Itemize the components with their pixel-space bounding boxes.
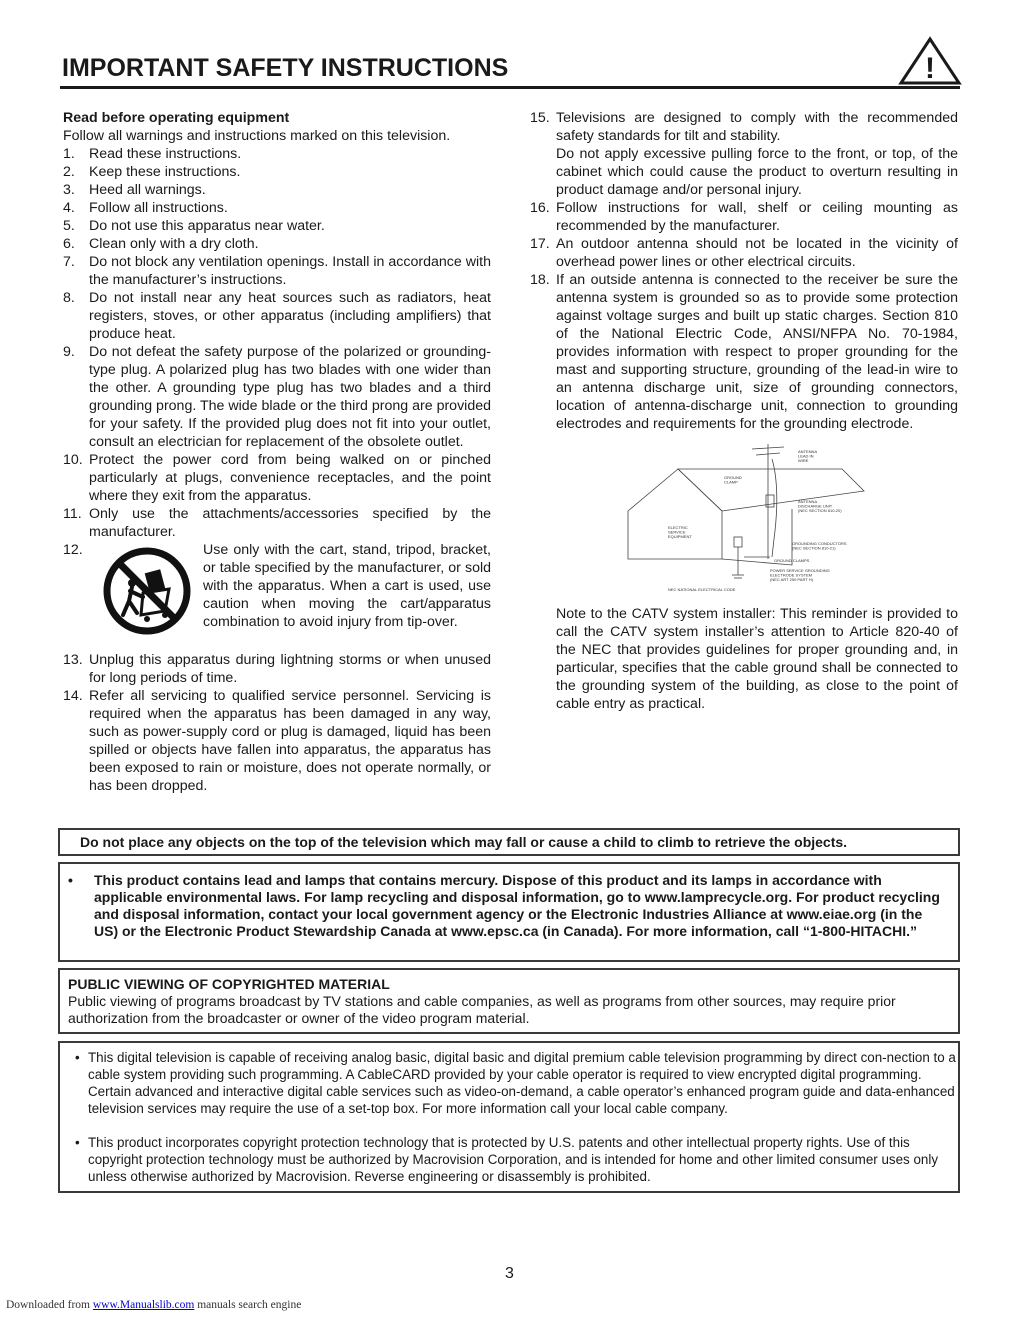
label-electric-2: SERVICE: [668, 529, 686, 535]
instruction-item: 1. Read these instructions.: [63, 146, 242, 162]
label-electric-1: ELECTRIC: [668, 525, 688, 530]
label-grounding-conductors-2: (NEC SECTION 810-21): [792, 545, 836, 551]
warning-exclamation: !: [925, 52, 935, 85]
instruction-item: 8. Do not install near any heat sources such as radiators, heat registers, stoves, or other apparatus (including amplifiers) that produce heat.: [63, 290, 491, 342]
read-before-heading: Read before operating equipment: [63, 110, 290, 126]
warning-triangle-icon: [898, 36, 962, 86]
label-antenna-lead-1: ANTENNA: [798, 449, 818, 454]
instruction-item: 16. Follow instructions for wall, shelf or ceiling mounting as recommended by the manufacturer.: [530, 200, 958, 234]
copyright-heading: PUBLIC VIEWING OF COPYRIGHTED MATERIAL: [68, 976, 390, 992]
instruction-item: 4. Follow all instructions.: [63, 200, 228, 216]
label-ground-clamp-2: CLAMP: [724, 479, 738, 485]
label-grounding-conductors-1: GROUNDING CONDUCTORS: [792, 541, 847, 546]
instruction-item: 13. Unplug this apparatus during lightning storms or when unused for long periods of time.: [63, 652, 491, 686]
antenna-grounding-diagram: [594, 439, 924, 599]
page-number: 3: [505, 1265, 514, 1282]
instruction-item: 10. Protect the power cord from being walked on or pinched particularly at plugs, convenience receptacles, and the point where they exit from the apparatus.: [63, 452, 491, 504]
label-discharge-2: DISCHARGE UNIT: [798, 503, 833, 509]
instruction-item: 7. Do not block any ventilation openings. Install in accordance with the manufacturer’s instructions.: [63, 254, 491, 288]
label-power-service-1: POWER SERVICE GROUNDING: [770, 568, 830, 573]
bullet: •: [75, 1050, 80, 1065]
bullet: •: [75, 1135, 80, 1150]
instruction-item: 5. Do not use this apparatus near water.: [63, 218, 325, 234]
lead-mercury-box: [58, 862, 960, 962]
label-antenna-lead-3: WIRE: [798, 458, 809, 463]
footer-prefix: Downloaded from: [6, 1299, 90, 1311]
label-ground-clamp-1: GROUND: [724, 475, 742, 480]
label-power-service-3: (NEC ART 250 PART H): [770, 577, 813, 582]
label-antenna-lead-2: LEAD IN: [798, 453, 814, 459]
copyright-text: Public viewing of programs broadcast by TV stations and cable companies, as well as programs from other sources, may require prior authorization from the broadcaster or owner of the video program material.: [68, 993, 896, 1026]
instruction-item: 17. An outdoor antenna should not be located in the vicinity of overhead power lines or other electrical circuits.: [530, 236, 958, 270]
left-column: [63, 109, 491, 795]
label-ground-clamps: GROUND CLAMPS: [774, 558, 810, 563]
item-15-text: Televisions are designed to comply with the recommended safety standards for tilt and stability.: [556, 110, 958, 144]
cart-tip-over-icon: [99, 541, 203, 651]
instruction-item: 2. Keep these instructions.: [63, 164, 241, 180]
macrovision-text: This product incorporates copyright protection technology that is protected by U.S. patents and other intellectual property rights. Use of this copyright protection technology must be authorized by Macrovision Corporation, and is intended for home and other limited consumer uses only unless otherwise authorized by Macrovision. Reverse engineering or disassembly is prohibited.: [88, 1135, 939, 1184]
label-electric-3: EQUIPMENT: [668, 534, 692, 539]
copyright-box: [58, 968, 960, 1034]
instruction-item: 11. Only use the attachments/accessories specified by the manufacturer.: [63, 506, 491, 540]
instruction-item: 3. Heed all warnings.: [63, 182, 206, 198]
title-rule: [60, 86, 960, 89]
right-column: [530, 109, 958, 713]
bullet: •: [68, 872, 73, 888]
lead-mercury-text: This product contains lead and lamps that contains mercury. Dispose of this product and its lamps in accordance with applicable environmental laws. For lamp recycling and disposal information, go to www.lamprecycle.org. For product recycling and disposal information, contact your local government agency or the Electronic Industries Alliance at www.eiae.org (in the US) or the Electronic Product Stewardship Canada at www.epsc.ca (in Canada). For more information, call “1-800-HITACHI.”: [94, 872, 940, 939]
manualslib-link[interactable]: www.Manualslib.com: [92, 1299, 195, 1311]
footer-suffix: manuals search engine: [197, 1299, 302, 1311]
page-title: IMPORTANT SAFETY INSTRUCTIONS: [62, 54, 509, 82]
download-footer: [6, 1299, 301, 1311]
instruction-item: 14. Refer all servicing to qualified service personnel. Servicing is required when the apparatus has been damaged in any way, such as power-supply cord or plug is damaged, liquid has been spilled or objects have fallen into apparatus, the apparatus has been exposed to rain or moisture, does not operate normally, or has been dropped.: [63, 688, 491, 794]
label-discharge-3: (NEC SECTION 810-20): [798, 508, 842, 513]
instruction-item: 18. If an outside antenna is connected to the receiver be sure the antenna system is grounded so as to provide some protection against voltage surges and built up static charges. Section 810 of the National Electric Code, ANSI/NFPA No. 70-1984, provides information with respect to proper grounding for the mast and supporting structure, grounding of the lead-in wire to an antenna discharge unit, size of grounding connectors, location of antenna-discharge unit, connection to grounding electrodes and requirements for the grounding electrode.: [530, 272, 958, 432]
top-warning-box: [58, 828, 960, 856]
label-discharge-1: ANTENNA: [798, 499, 818, 504]
item-15-text-2: Do not apply excessive pulling force to the front, or top, of the cabinet which could cause the product to overturn resulting in product damage and/or personal injury.: [556, 146, 958, 198]
digital-cable-box: [58, 1041, 960, 1193]
label-power-service-2: ELECTRODE SYSTEM: [770, 572, 813, 578]
cart-instruction: 12. Use only with the cart, stand, tripod, bracket, or table specified by the manufacturer, or sold with the apparatus. When a cart is used, use caution when moving the cart/apparatus combination to avoid injury from tip-over.: [63, 541, 491, 651]
instruction-item: 9. Do not defeat the safety purpose of the polarized or grounding-type plug. A polarized plug has two blades with one wider than the other. A grounding type plug has two blades and a third grounding prong. The wide blade or the third prong are provided for your safety. If the provided plug does not fit into your outlet, consult an electrician for replacement of the obsolete outlet.: [63, 344, 491, 450]
top-warning-text: Do not place any objects on the top of the television which may fall or cause a child to climb to retrieve the objects.: [80, 834, 848, 850]
instruction-item: 15. Televisions are designed to comply with the recommended safety standards for tilt and stability. Do not apply excessive pulling force to the front, or top, of the cabinet which could cause the product to overturn resulting in product damage and/or personal injury.: [530, 110, 958, 198]
digital-cable-text: This digital television is capable of receiving analog basic, digital basic and digital premium cable television programming by direct con-nection to a cable system providing such programming. A CableCARD provided by your cable operator is required to view encrypted digital programming. Certain advanced and interactive digital cable services such as video-on-demand, a cable operator’s enhanced program guide and data-enhanced television services may require the use of a set-top box. For more information call your local cable company.: [88, 1050, 956, 1116]
label-nec: NEC NATIONAL ELECTRICAL CODE: [668, 587, 736, 592]
catv-note: Note to the CATV system installer: This reminder is provided to call the CATV system installer’s attention to Article 820-40 of the NEC that provides guidelines for proper grounding and, in particular, specifies that the cable ground shall be connected to the grounding system of the building, as close to the point of cable entry as practical.: [556, 606, 958, 712]
intro-text: Follow all warnings and instructions marked on this television.: [63, 128, 451, 144]
instruction-item: 6. Clean only with a dry cloth.: [63, 236, 259, 252]
